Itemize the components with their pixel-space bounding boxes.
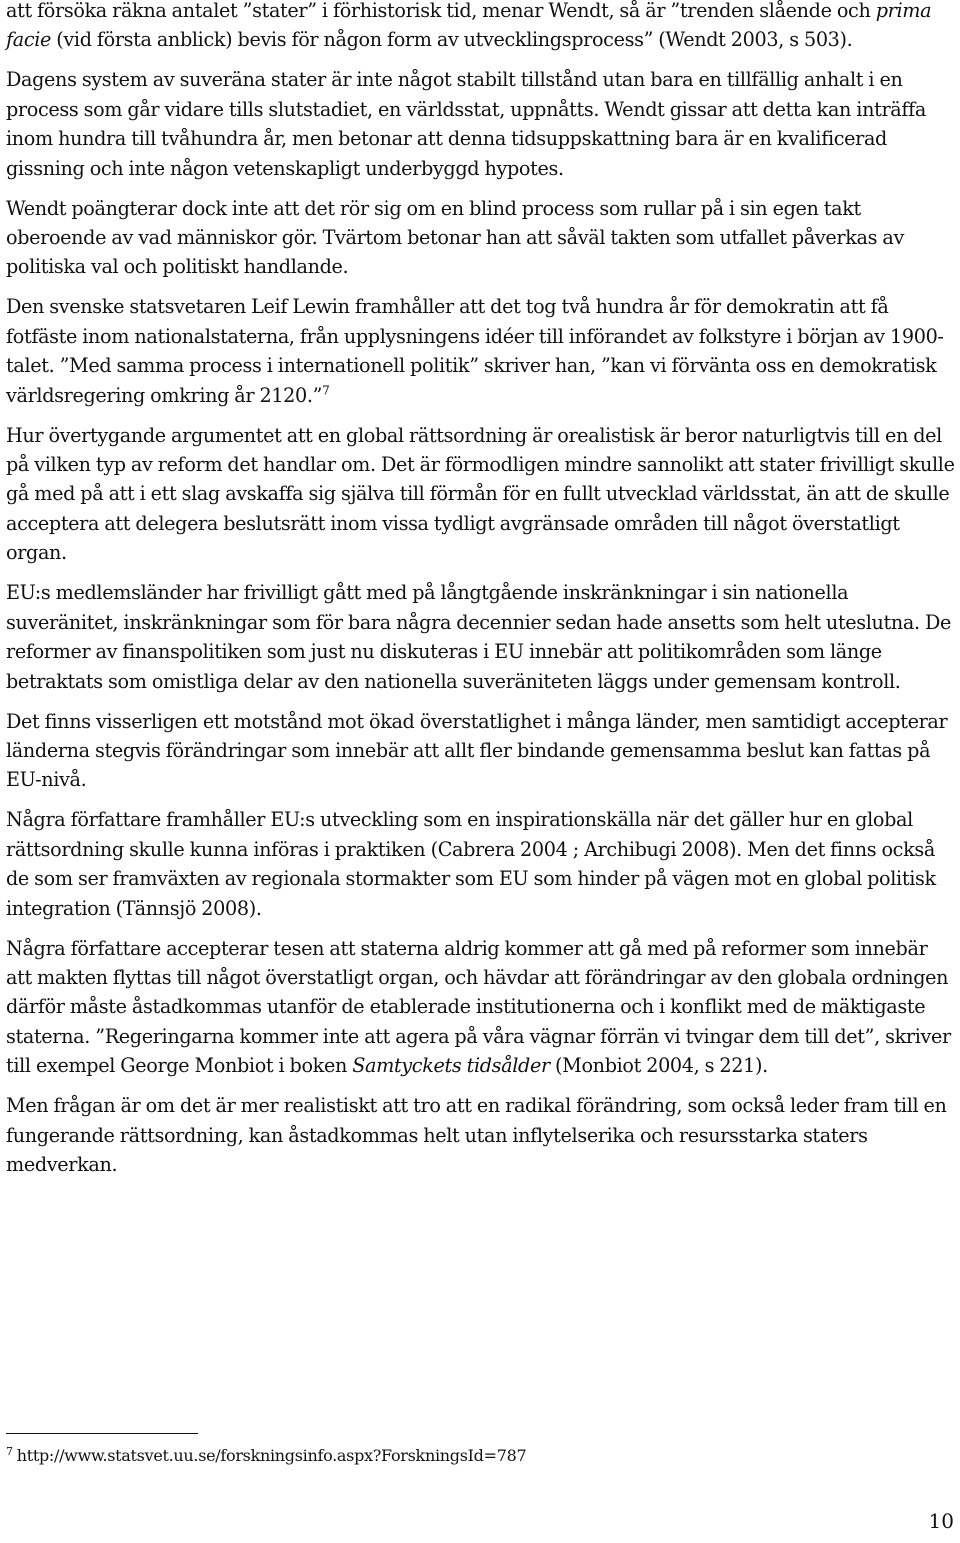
paragraph [6, 0, 956, 55]
paragraph [6, 805, 956, 923]
text-segment: Några författare accepterar tesen att staterna aldrig kommer att gå med på reformer som innebär att makten flyttas till något överstatligt organ, och hävdar att förändringar av den globala ordningen därför måste åstadkommas utanför de etablerade institutionerna och i konflikt med de mäktigaste staterna. ”Regeringarna kommer inte att agera på våra vägnar förrän vi tvingar dem till det”, skriver till exempel George Monbiot i boken [6, 936, 951, 1078]
text-segment: Hur övertygande argumentet att en global rättsordning är orealistisk är beror naturligtvis till en del på vilken typ av reform det handlar om. Det är förmodligen mindre sannolikt att stater frivilligt skulle gå med på att i ett slag avskaffa sig själva till förmån för en fullt utvecklad världsstat, än att de skulle acceptera att delegera beslutsrätt inom vissa tydligt avgränsade områden till något överstatligt organ. [6, 423, 955, 565]
paragraph [6, 421, 956, 568]
paragraph [6, 194, 956, 282]
text-segment: (vid första anblick) bevis för någon form av utvecklingsprocess” (Wendt 2003, s 503). [51, 28, 853, 52]
paragraph [6, 578, 956, 696]
page-number: 10 [928, 1509, 954, 1533]
text-segment: (Monbiot 2004, s 221). [549, 1054, 768, 1078]
text-segment: Wendt poängterar dock inte att det rör sig om en blind process som rullar på i sin egen takt oberoende av vad människor gör. Tvärtom betonar han att såväl takten som utfallet påverkas av politiska val och politiskt handlande. [6, 196, 904, 279]
paragraph [6, 292, 956, 410]
text-segment: Det finns visserligen ett motstånd mot ökad överstatlighet i många länder, men samtidigt accepterar länderna stegvis förändringar som innebär att allt fler bindande gemensamma beslut kan fattas på EU-nivå. [6, 709, 948, 792]
paragraph [6, 1091, 956, 1179]
text-segment: Men frågan är om det är mer realistiskt att tro att en radikal förändring, som också leder fram till en fungerande rättsordning, kan åstadkommas helt utan inflytelserika och resursstarka staters medverkan. [6, 1094, 947, 1176]
footnote-text: http://www.statsvet.uu.se/forskningsinfo.aspx?ForskningsId=787 [16, 1446, 527, 1465]
footnote-reference: 7 [322, 383, 330, 398]
italic-text: Samtyckets tidsålder [352, 1054, 550, 1078]
text-segment: Den svenske statsvetaren Leif Lewin framhåller att det tog två hundra år för demokratin att få fotfäste inom nationalstaterna, från upplysningens idéer till införandet av folkstyre i början av 1900-talet. ”Med samma process i internationell politik” skriver han, ”kan vi förvänta oss en demokratisk världsregering omkring år 2120.” [6, 295, 944, 407]
footnote-separator [6, 1433, 198, 1434]
paragraph [6, 934, 956, 1081]
paragraph [6, 65, 956, 183]
body-text [6, 0, 956, 1190]
text-segment: Några författare framhåller EU:s utveckling som en inspirationskälla när det gäller hur en global rättsordning skulle kunna införas i praktiken (Cabrera 2004 ; Archibugi 2008). Men det finns också de som ser framväxten av regionala stormakter som EU som hinder på vägen mot en global politisk integration (Tännsjö 2008). [6, 808, 936, 920]
footnote-number: 7 [6, 1444, 13, 1458]
italic-text: prima facie [6, 0, 932, 52]
text-segment: EU:s medlemsländer har frivilligt gått med på långtgående inskränkningar i sin nationella suveränitet, inskränkningar som för bara några decennier sedan hade ansetts som helt uteslutna. De reformer av finanspolitiken som just nu diskuteras i EU innebär att politikområden som länge betraktats som omistliga delar av den nationella suveräniteten läggs under gemensam kontroll. [6, 581, 951, 693]
paragraph [6, 707, 956, 795]
text-segment: Dagens system av suveräna stater är inte något stabilt tillstånd utan bara en tillfällig anhalt i en process som går vidare tills slutstadiet, en världsstat, uppnåtts. Wendt gissar att detta kan inträffa inom hundra till tvåhundra år, men betonar att denna tidsuppskattning bara är en kvalificerad gissning och inte någon vetenskapligt underbyggd hypotes. [6, 68, 926, 180]
text-segment: att försöka räkna antalet ”stater” i förhistorisk tid, menar Wendt, så är ”trenden slående och [6, 0, 876, 22]
footnote [6, 1445, 526, 1467]
